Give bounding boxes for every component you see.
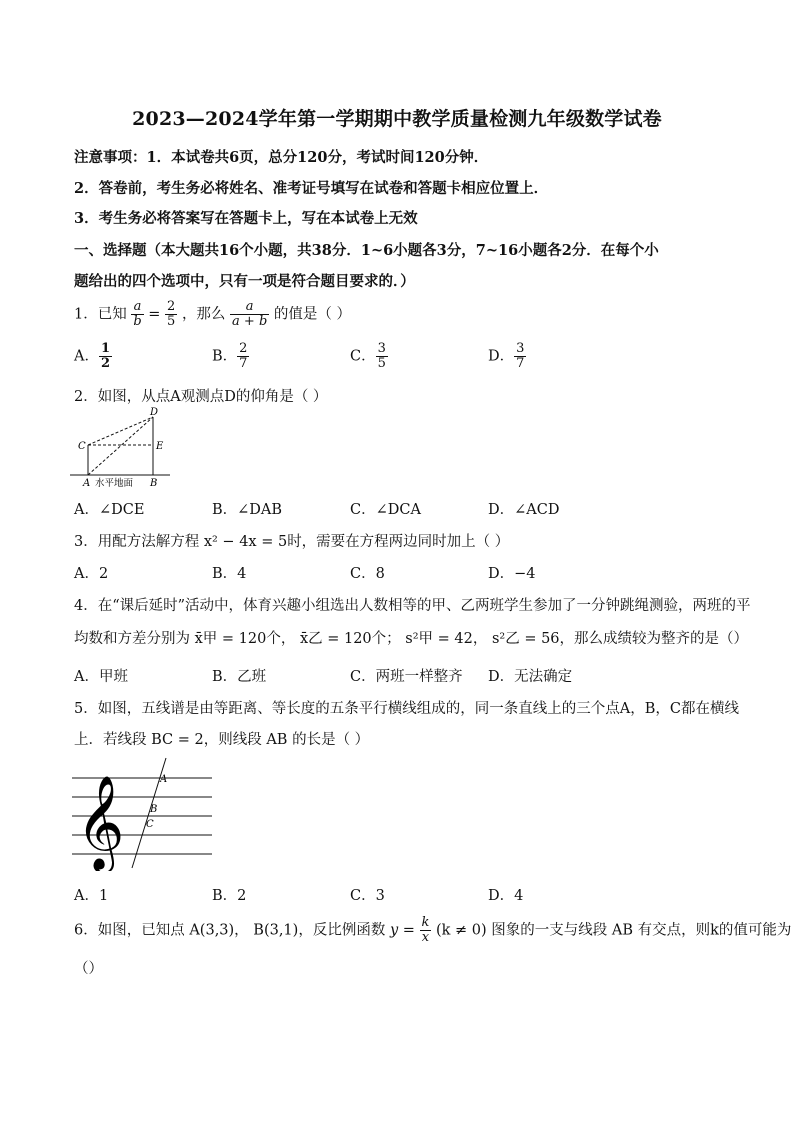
question-6-line-1 (74, 916, 791, 945)
q1-suffix: 的值是（ ） (273, 306, 351, 323)
option-label: C． (350, 348, 376, 365)
q6-y-equals: y = (389, 922, 415, 939)
option-label: B． (212, 348, 238, 365)
q5-option-d: D．4 (488, 888, 524, 904)
option-label: D． (488, 348, 515, 365)
option-fraction (514, 342, 526, 371)
question-5-line-1: 5．如图，五线谱是由等距离、等长度的五条平行横线组成的，同一条直线上的三个点A，B，C都在横线 (74, 701, 739, 717)
section-heading-line-2: 题给出的四个选项中，只有一项是符合题目要求的．） (74, 273, 415, 290)
label-e: E (156, 441, 164, 452)
q1-option-b (212, 342, 249, 371)
label-c: C (78, 441, 86, 452)
q3-option-c: C．8 (350, 566, 385, 582)
q2-option-a: A．∠DCE (74, 502, 145, 518)
q6-k-den: x (421, 930, 430, 945)
option-fraction (237, 342, 249, 371)
label-d: D (150, 407, 159, 418)
segment-cd (88, 417, 153, 445)
q6-k-num: k (421, 915, 430, 930)
q2-figure (70, 405, 180, 490)
label-b: B (150, 478, 158, 489)
q1-f1-den: b (133, 314, 142, 329)
q1-fraction-a-over-b (131, 300, 143, 329)
q1-f3-den: a + b (232, 314, 268, 329)
q3-option-a: A．2 (74, 566, 109, 582)
q6-fraction-k-over-x (420, 916, 432, 945)
option-den: 5 (377, 356, 386, 371)
q6-text-a: 6．如图，已知点 A(3,3)， B(3,1)，反比例函数 (74, 922, 386, 939)
section-heading-line-1: 一、选择题（本大题共16个小题，共38分．1~6小题各3分，7~16小题各2分．在每个小 (74, 242, 659, 259)
question-4-line-1: 4．在“课后延时”活动中，体育兴趣小组选出人数相等的甲、乙两班学生参加了一分钟跳绳测验，两班的平 (74, 598, 751, 614)
ground-label: 水平地面 (95, 478, 134, 489)
option-num: 3 (377, 341, 386, 356)
question-4-line-2: 均数和方差分别为 x̄甲 = 120个， x̄乙 = 120个； s²甲 = 42， s²乙 = 56，那么成绩较为整齐的是（） (74, 631, 749, 647)
q1-equals: = (148, 306, 161, 323)
q1-f1-num: a (131, 300, 143, 315)
q1-f2-num: 2 (167, 299, 176, 314)
label-a: A (83, 478, 91, 489)
q5-staff-figure (70, 756, 220, 871)
label-b: B (150, 804, 158, 815)
note-2: 2．答卷前，考生务必将姓名、准考证号填写在试卷和答题卡相应位置上． (74, 180, 549, 197)
q1-f2-den: 5 (167, 314, 176, 329)
option-fraction (99, 342, 112, 371)
question-3-stem: 3．用配方法解方程 x² − 4x = 5时，需要在方程两边同时加上（ ） (74, 534, 510, 550)
q5-option-a: A．1 (74, 888, 109, 904)
q1-f3-num: a (230, 300, 269, 315)
question-2-stem: 2．如图，从点A观测点D的仰角是（ ） (74, 389, 328, 405)
q1-fraction-a-over-a-plus-b (230, 300, 269, 329)
note-1: 注意事项：1．本试卷共6页，总分120分，考试时间120分钟． (74, 149, 489, 166)
q2-option-c: C．∠DCA (350, 502, 421, 518)
option-num: 3 (516, 341, 525, 356)
option-den: 7 (516, 356, 525, 371)
page-title: 2023—2024学年第一学期期中教学质量检测九年级数学试卷 (132, 108, 662, 130)
q1-prefix: 1．已知 (74, 306, 127, 323)
q3-option-b: B．4 (212, 566, 247, 582)
q5-option-b: B．2 (212, 888, 247, 904)
q1-mid: ，那么 (181, 306, 226, 323)
segment-ad (88, 417, 153, 475)
q2-option-b: B．∠DAB (212, 502, 283, 518)
treble-clef-icon: 𝄞 (76, 775, 125, 870)
option-label: A． (74, 348, 99, 365)
q3-option-d: D．−4 (488, 566, 536, 582)
q4-option-d: D．无法确定 (488, 669, 573, 685)
q1-option-d (488, 342, 526, 371)
q4-option-b: B．乙班 (212, 669, 267, 685)
q2-option-d: D．∠ACD (488, 502, 560, 518)
note-3: 3．考生务必将答案写在答题卡上，写在本试卷上无效 (74, 210, 418, 227)
option-den: 2 (100, 356, 111, 371)
q1-option-a (74, 342, 112, 371)
question-6-line-2: （） (74, 961, 103, 977)
option-num: 2 (239, 341, 248, 356)
q1-fraction-2-over-5 (165, 300, 177, 329)
q5-option-c: C．3 (350, 888, 385, 904)
q1-option-c (350, 342, 388, 371)
option-den: 7 (239, 356, 248, 371)
q4-option-a: A．甲班 (74, 669, 128, 685)
question-1-stem (74, 300, 351, 329)
question-5-line-2: 上．若线段 BC = 2，则线段 AB 的长是（ ） (74, 732, 370, 748)
label-c: C (146, 819, 154, 830)
q6-text-b: (k ≠ 0) 图象的一支与线段 AB 有交点，则k的值可能为 (436, 922, 792, 939)
label-a: A (160, 774, 168, 785)
option-num: 1 (100, 341, 111, 356)
q4-option-c: C．两班一样整齐 (350, 669, 463, 685)
option-fraction (376, 342, 388, 371)
